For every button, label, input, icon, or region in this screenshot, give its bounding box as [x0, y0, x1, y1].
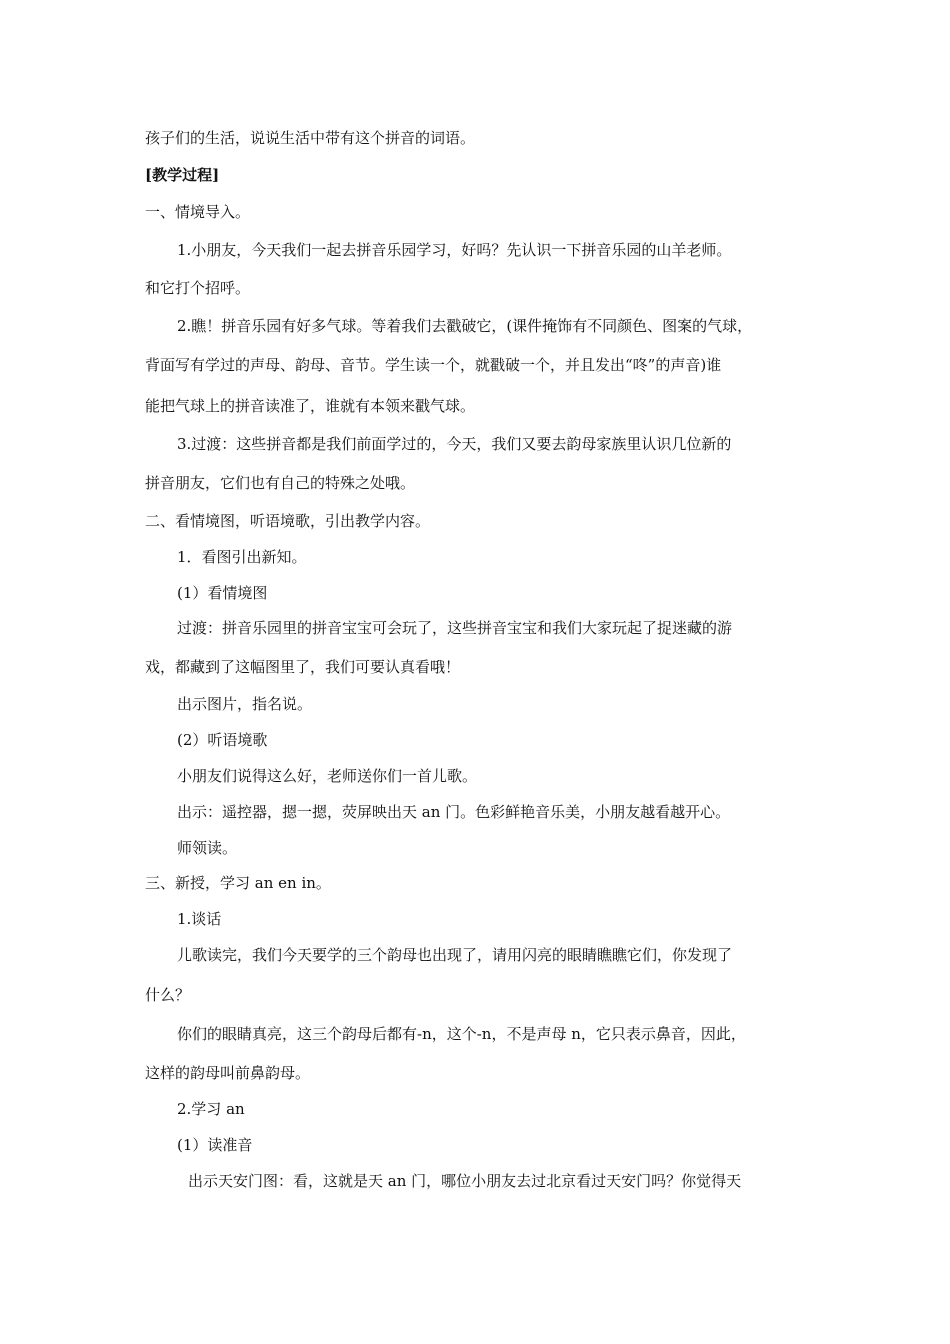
text-line: 和它打个招呼。: [145, 279, 251, 297]
text-line: 这样的韵母叫前鼻韵母。: [145, 1064, 311, 1082]
text-line: 出示图片，指名说。: [177, 695, 313, 713]
text-line: 儿歌读完，我们今天要学的三个韵母也出现了，请用闪亮的眼睛瞧瞧它们，你发现了: [177, 946, 733, 964]
text-line: 师领读。: [177, 839, 238, 857]
section-heading: [教学过程]: [145, 166, 220, 184]
text-line: 孩子们的生活，说说生活中带有这个拼音的词语。: [145, 129, 476, 147]
text-line: 1.谈话: [177, 910, 222, 928]
text-line: 2.学习 an: [177, 1100, 245, 1118]
section-heading: 一、情境导入。: [145, 203, 251, 221]
text-line: 什么？: [145, 986, 191, 1004]
text-line: 戏，都藏到了这幅图里了，我们可要认真看哦！: [145, 658, 461, 676]
text-line: 背面写有学过的声母、韵母、音节。学生读一个，就戳破一个，并且发出“咚”的声音)谁: [145, 356, 722, 374]
text-line: 1.小朋友，今天我们一起去拼音乐园学习，好吗？先认识一下拼音乐园的山羊老师。: [177, 241, 732, 259]
text-line: 拼音朋友，它们也有自己的特殊之处哦。: [145, 474, 416, 492]
text-line: 1．看图引出新知。: [177, 548, 307, 566]
text-line: (1）看情境图: [177, 584, 268, 602]
text-line: 2.瞧！拼音乐园有好多气球。等着我们去戳破它，(课件掩饰有不同颜色、图案的气球，: [177, 317, 753, 335]
text-line: 出示天安门图：看，这就是天 an 门，哪位小朋友去过北京看过天安门吗？你觉得天: [188, 1172, 742, 1190]
text-line: 你们的眼睛真亮，这三个韵母后都有-n，这个-n，不是声母 n，它只表示鼻音，因此，: [177, 1025, 746, 1043]
text-line: 出示：遥控器，摁一摁，荧屏映出天 an 门。色彩鲜艳音乐美，小朋友越看越开心。: [177, 803, 731, 821]
text-line: 过渡：拼音乐园里的拼音宝宝可会玩了，这些拼音宝宝和我们大家玩起了捉迷藏的游: [177, 619, 733, 637]
text-line: (1）读准音: [177, 1136, 253, 1154]
text-line: (2）听语境歌: [177, 731, 268, 749]
text-line: 小朋友们说得这么好，老师送你们一首儿歌。: [177, 767, 478, 785]
section-heading: 三、新授，学习 an en in。: [145, 874, 331, 892]
section-heading: 二、看情境图，听语境歌，引出教学内容。: [145, 512, 431, 530]
text-line: 3.过渡：这些拼音都是我们前面学过的，今天，我们又要去韵母家族里认识几位新的: [177, 435, 732, 453]
text-line: 能把气球上的拼音读准了，谁就有本领来戳气球。: [145, 397, 476, 415]
